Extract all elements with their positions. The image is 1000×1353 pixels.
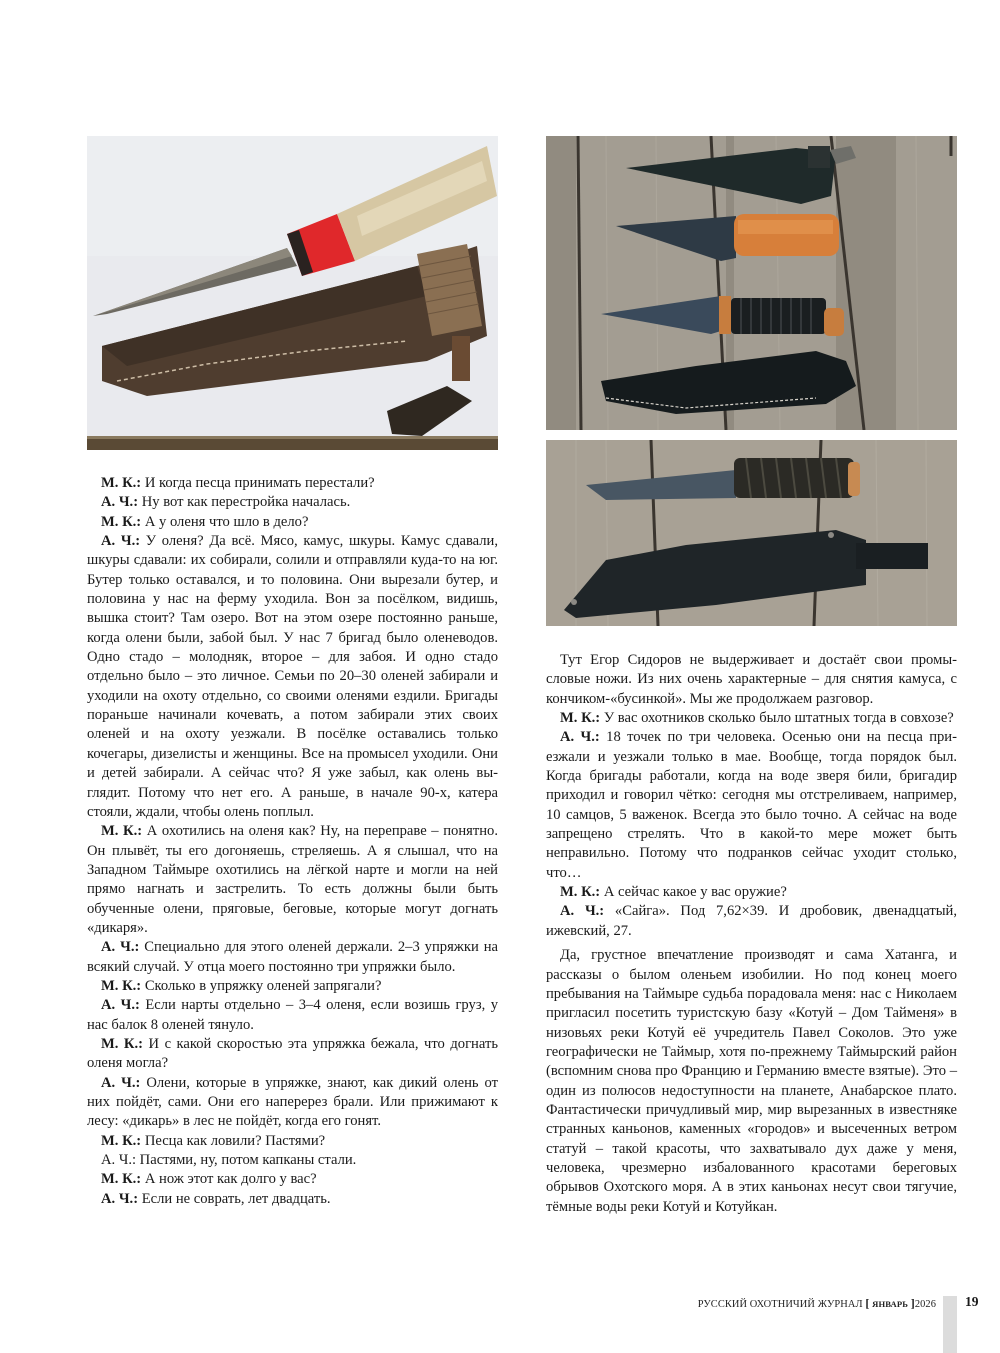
article-column-right bbox=[546, 651, 957, 1217]
dialogue-paragraph bbox=[87, 1035, 498, 1074]
paragraph-text: И с какой скоростью эта упряжка бежала, что догнать оленя могла? bbox=[87, 1035, 498, 1072]
dialogue-paragraph bbox=[87, 513, 498, 532]
speaker-label: А. Ч.: bbox=[560, 729, 600, 746]
paragraph-text: «Сайга». Под 7,62×39. И дробовик, двенадцатый, ижевский, 27. bbox=[546, 903, 957, 939]
paragraph-text: Песца как ловили? Пастями? bbox=[141, 1132, 326, 1149]
photo-knife-bone-handle bbox=[87, 136, 498, 450]
speaker-label: М. К.: bbox=[101, 475, 142, 491]
dialogue-paragraph bbox=[546, 883, 957, 902]
photo-hunting-knives bbox=[546, 136, 957, 430]
speaker-label: М. К.: bbox=[101, 1171, 142, 1188]
dialogue-paragraph bbox=[87, 1151, 498, 1170]
speaker-label: М. К.: bbox=[101, 513, 142, 530]
speaker-label: А. Ч.: bbox=[101, 939, 140, 956]
speaker-label: А. Ч.: bbox=[560, 903, 605, 920]
page-marker-bar bbox=[943, 1296, 957, 1353]
speaker-label: М. К.: bbox=[101, 1035, 144, 1052]
paragraph-text: А охотились на оленя как? Ну, на переправе – понятно. Он плывёт, ты его догоняешь, стреляешь. А я слышал, что на Западном Таймыре охотились на лёгкой нарте и могли на ней прямо нагнать и застрелить. То есть должны были быть обученные олени, пряговые, беговые, которые могут догнать «дикаря». bbox=[87, 823, 498, 936]
dialogue-paragraph bbox=[87, 996, 498, 1035]
dialogue-paragraph bbox=[546, 902, 957, 941]
paragraph-text: У вас охотников сколько было штатных тогда в совхозе? bbox=[600, 710, 954, 727]
paragraph-text: Если не соврать, лет двадцать. bbox=[138, 1190, 331, 1207]
paragraph-text: Пастями, ну, потом капканы стали. bbox=[136, 1152, 357, 1169]
dialogue-paragraph bbox=[546, 709, 957, 728]
speaker-label: М. К.: bbox=[101, 977, 142, 994]
paragraph-text: А нож этот как долго у вас? bbox=[141, 1171, 317, 1188]
speaker-label: А. Ч.: bbox=[101, 997, 140, 1014]
page-footer bbox=[600, 1296, 936, 1311]
article-column-left bbox=[87, 474, 498, 1209]
bracket-open: [ bbox=[865, 1296, 870, 1310]
paragraph-text: И когда песца принимать перестали? bbox=[141, 475, 375, 491]
narrative-paragraph bbox=[546, 651, 957, 709]
speaker-label: М. К.: bbox=[101, 823, 143, 840]
speaker-label: А. Ч.: bbox=[101, 494, 139, 511]
paragraph-text: У оленя? Да всё. Мясо, камус, шкуры. Камус сдавали, шкуры сдавали: их собирали, солили и отправляли куда-то на юг. Бутер только оставался, и то половина. Они вырезали бутер, и половина у нас на ферму уходила. Вон за посёлком, видишь, вышка стоит? Там озеро. Вот на этом озере постоянно раньше, когда олени были, забой был. У нас 7 бригад было оленеводов. Одно стадо – молодняк, второе – для забоя. И одно стадо отдельно было – это личное. Семьи по 20–30 оленей забирали и уходили на охоту отдельно, со своими оленями ездили. Бригады пораньше начинали кочевать, а потом забирали этих своих оленей и на охоту уезжали. В посёлке оставались только кочегары, дизелисты и женщины. Все на промысел уходили. Они и детей забирали. А сейчас что? Я уже забыл, как олень выглядит. Потому что нет его. А раньше, в начале 90-х, катера стояли, ждали, чтобы олень поплыл. bbox=[87, 533, 498, 820]
paragraph-text: А у оленя что шло в дело? bbox=[141, 513, 309, 530]
paragraph-text: Сколько в упряжку оленей запрягали? bbox=[141, 977, 382, 994]
narrative-paragraph bbox=[546, 946, 957, 1217]
paragraph-text: Тут Егор Сидоров не выдерживает и достаёт свои промысловые ножи. Из них очень характерные – для снятия камуса, с кончиком-«бусинкой». Мы же продолжаем разговор. bbox=[546, 652, 957, 707]
speaker-label: М. К.: bbox=[101, 1132, 142, 1149]
speaker-label: А. Ч.: bbox=[101, 1074, 141, 1091]
dialogue-paragraph bbox=[87, 474, 498, 493]
dialogue-paragraph bbox=[87, 532, 498, 822]
dialogue-paragraph bbox=[546, 728, 957, 883]
photo-knife-and-sheath bbox=[546, 440, 957, 626]
dialogue-paragraph bbox=[87, 1074, 498, 1132]
speaker-label: А. Ч.: bbox=[101, 1152, 137, 1169]
speaker-label: М. К.: bbox=[560, 710, 601, 727]
paragraph-text: Специально для этого оленей держали. 2–3 упряжки на всякий случай. У отца моего постоянно три упряжки было. bbox=[87, 939, 498, 975]
paragraph-text: Если нарты отдельно – 3–4 оленя, если возишь груз, у нас балок 8 оленей тянуло. bbox=[87, 997, 498, 1033]
dialogue-paragraph bbox=[87, 1170, 498, 1189]
issue-month: ЯНВАРЬ bbox=[872, 1299, 908, 1309]
paragraph-text: Олени, которые в упряжке, знают, как дикий олень от них пойдёт, сами. Они его наперерез брали. Или прижимают к лесу: «дикарь» в лес не пойдёт, когда его гонят. bbox=[87, 1074, 498, 1130]
dialogue-paragraph bbox=[87, 1190, 498, 1209]
paragraph-text: Да, грустное впечатление производят и сама Хатанга, и рассказы о былом оленьем изобилии. Но под конец моего пребывания на Таймыре судьба порадовала меня: нас с Николаем пригласил посетить туристскую базу «Котуй – Дом Тайменя» в низовьях реки Котуй её учредитель Павел Соколов. Это уже географически не Таймыр, хотя по-прежнему Таймырский район (вспомним снова про Францию и Германию вместе взятые). Это – один из полюсов недоступности на планете, Анабарское плато. Фантастически причудливый мир, мир вырезанных в известняке странных каньонов, каменных «городов» и высеченных ветром статуй – такой красоты, что захватывало дух даже у меня, человека, чрезмерно избалованного красотами береговых обрывов Охотского моря. А в этих каньонах несут свои тягучие, тёмные воды реки Котуй и Котуйкан. bbox=[546, 947, 957, 1215]
journal-title: РУССКИЙ ОХОТНИЧИЙ ЖУРНАЛ bbox=[697, 1299, 863, 1310]
dialogue-paragraph bbox=[87, 493, 498, 512]
paragraph-text: 18 точек по три человека. Осенью они на песца приезжали и уезжали только в мае. Вообще, тогда порядок был. Когда бригады работали, когда на воде зверя били, бригадир приходил и говорил чётко: сегодня мы отстреливаем, например, 10 самцов, 5 важенок. Всегда это было точно. А сейчас на воде запрещено стрелять. Что в какой-то мере может быть неправильно. Потому что подранков сейчас уходит столько, что… bbox=[546, 729, 957, 881]
speaker-label: А. Ч.: bbox=[101, 1190, 139, 1207]
speaker-label: А. Ч.: bbox=[101, 533, 141, 550]
dialogue-paragraph bbox=[87, 977, 498, 996]
dialogue-paragraph bbox=[87, 822, 498, 938]
dialogue-paragraph bbox=[87, 1132, 498, 1151]
bracket-close: ] bbox=[910, 1296, 915, 1310]
paragraph-text: А сейчас какое у вас оружие? bbox=[600, 884, 787, 901]
speaker-label: М. К.: bbox=[560, 884, 601, 901]
dialogue-paragraph bbox=[87, 938, 498, 977]
issue-year: 2026 bbox=[914, 1299, 936, 1310]
page-number: 19 bbox=[965, 1294, 979, 1309]
paragraph-text: Ну вот как перестройка началась. bbox=[138, 494, 351, 511]
